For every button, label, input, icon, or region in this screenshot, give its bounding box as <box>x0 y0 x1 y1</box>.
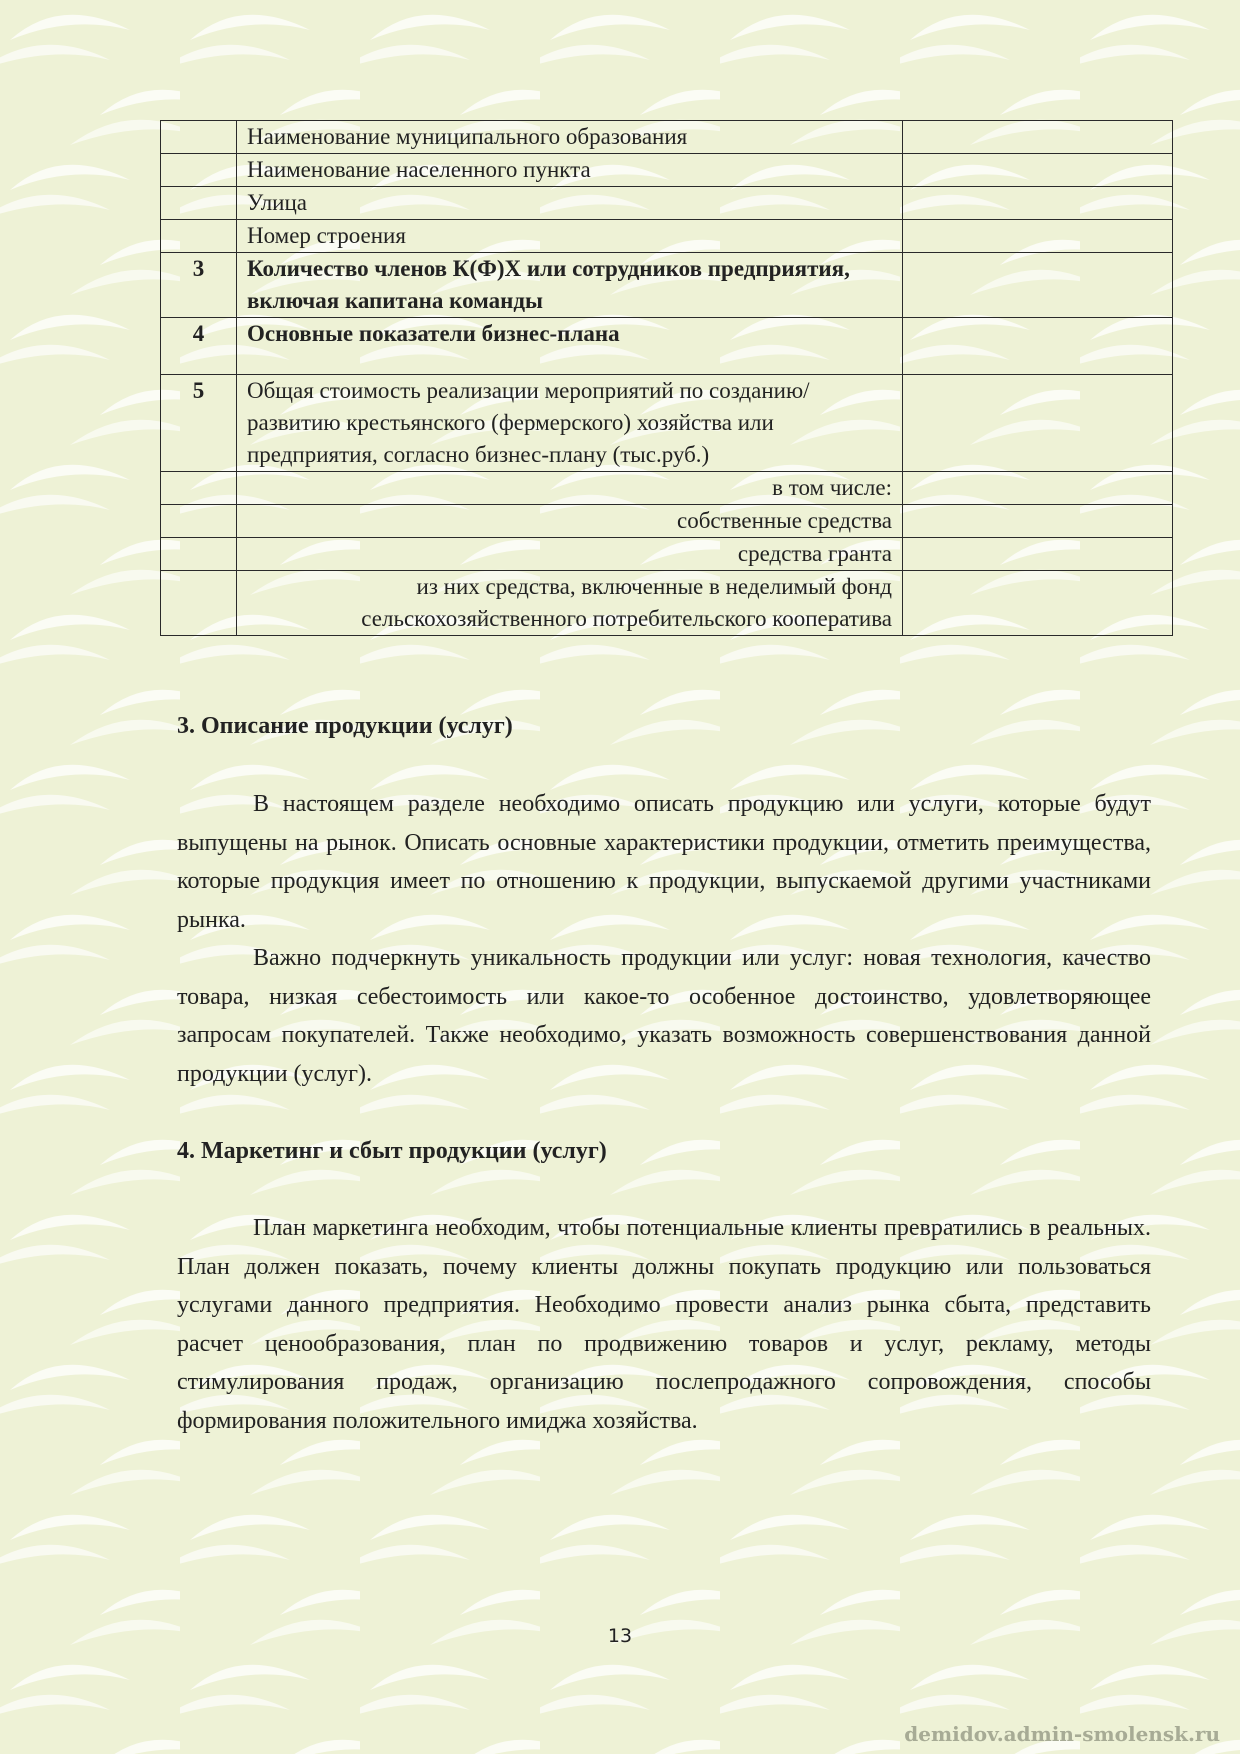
site-watermark: demidov.admin-smolensk.ru <box>904 1722 1220 1746</box>
table-row <box>161 472 1173 505</box>
row-value-cell[interactable] <box>903 505 1173 538</box>
row-number <box>161 505 237 538</box>
row-number <box>161 220 237 253</box>
table-row <box>161 318 1173 375</box>
row-value-cell[interactable] <box>903 472 1173 505</box>
section-4-heading: 4. Маркетинг и сбыт продукции (услуг) <box>177 1138 607 1164</box>
row-value-cell[interactable] <box>903 154 1173 187</box>
row-number: 4 <box>161 318 237 375</box>
row-value-cell[interactable] <box>903 187 1173 220</box>
row-number: 5 <box>161 375 237 472</box>
row-number <box>161 121 237 154</box>
row-label: Общая стоимость реализации мероприятий по созданию/развитию крестьянского (фермерского) хозяйства или предприятия, согласно бизнес-плану (тыс.руб.) <box>237 375 903 472</box>
row-value-cell[interactable] <box>903 375 1173 472</box>
row-label: Улица <box>237 187 903 220</box>
page-number: 13 <box>607 1625 633 1647</box>
row-number <box>161 571 237 636</box>
table-row <box>161 375 1173 472</box>
table-row <box>161 154 1173 187</box>
row-label: Наименование населенного пункта <box>237 154 903 187</box>
row-number: 3 <box>161 253 237 318</box>
section-3-paragraph-1: В настоящем разделе необходимо описать продукцию или услуги, которые будут выпущены на рынок. Описать основные характеристики продукции, отметить преимущества, которые продукция имеет по отношению к продукции, выпускаемой другими участниками рынка. <box>177 791 1151 933</box>
row-value-cell[interactable] <box>903 220 1173 253</box>
row-label: Номер строения <box>237 220 903 253</box>
row-label: Основные показатели бизнес-плана <box>237 318 903 375</box>
row-value-cell[interactable] <box>903 571 1173 636</box>
table-row <box>161 121 1173 154</box>
row-label: средства гранта <box>237 538 903 571</box>
table-row <box>161 187 1173 220</box>
row-value-cell[interactable] <box>903 538 1173 571</box>
table-row <box>161 538 1173 571</box>
row-number <box>161 538 237 571</box>
row-number <box>161 187 237 220</box>
table-row <box>161 505 1173 538</box>
table-row <box>161 220 1173 253</box>
row-label: в том числе: <box>237 472 903 505</box>
table-row <box>161 571 1173 636</box>
row-number <box>161 472 237 505</box>
row-value-cell[interactable] <box>903 121 1173 154</box>
row-label: Наименование муниципального образования <box>237 121 903 154</box>
table-row <box>161 253 1173 318</box>
application-form-table <box>160 120 1173 636</box>
row-value-cell[interactable] <box>903 318 1173 375</box>
row-label: Количество членов К(Ф)Х или сотрудников предприятия, включая капитана команды <box>237 253 903 318</box>
section-3-heading: 3. Описание продукции (услуг) <box>177 713 513 739</box>
row-value-cell[interactable] <box>903 253 1173 318</box>
section-3-paragraph-2: Важно подчеркнуть уникальность продукции или услуг: новая технология, качество товара, низкая себестоимость или какое-то особенное достоинство, удовлетворяющее запросам покупателей. Также необходимо, указать возможность совершенствования данной продукции (услуг). <box>177 945 1151 1087</box>
row-number <box>161 154 237 187</box>
row-label: собственные средства <box>237 505 903 538</box>
section-4-paragraph-1: План маркетинга необходим, чтобы потенциальные клиенты превратились в реальных. План должен показать, почему клиенты должны покупать продукцию или пользоваться услугами данного предприятия. Необходимо провести анализ рынка сбыта, представить расчет ценообразования, план по продвижению товаров и услуг, рекламу, методы стимулирования продаж, организацию послепродажного сопровождения, способы формирования положительного имиджа хозяйства. <box>177 1215 1151 1434</box>
row-label: из них средства, включенные в неделимый фонд сельскохозяйственного потребительского кооператива <box>237 571 903 636</box>
